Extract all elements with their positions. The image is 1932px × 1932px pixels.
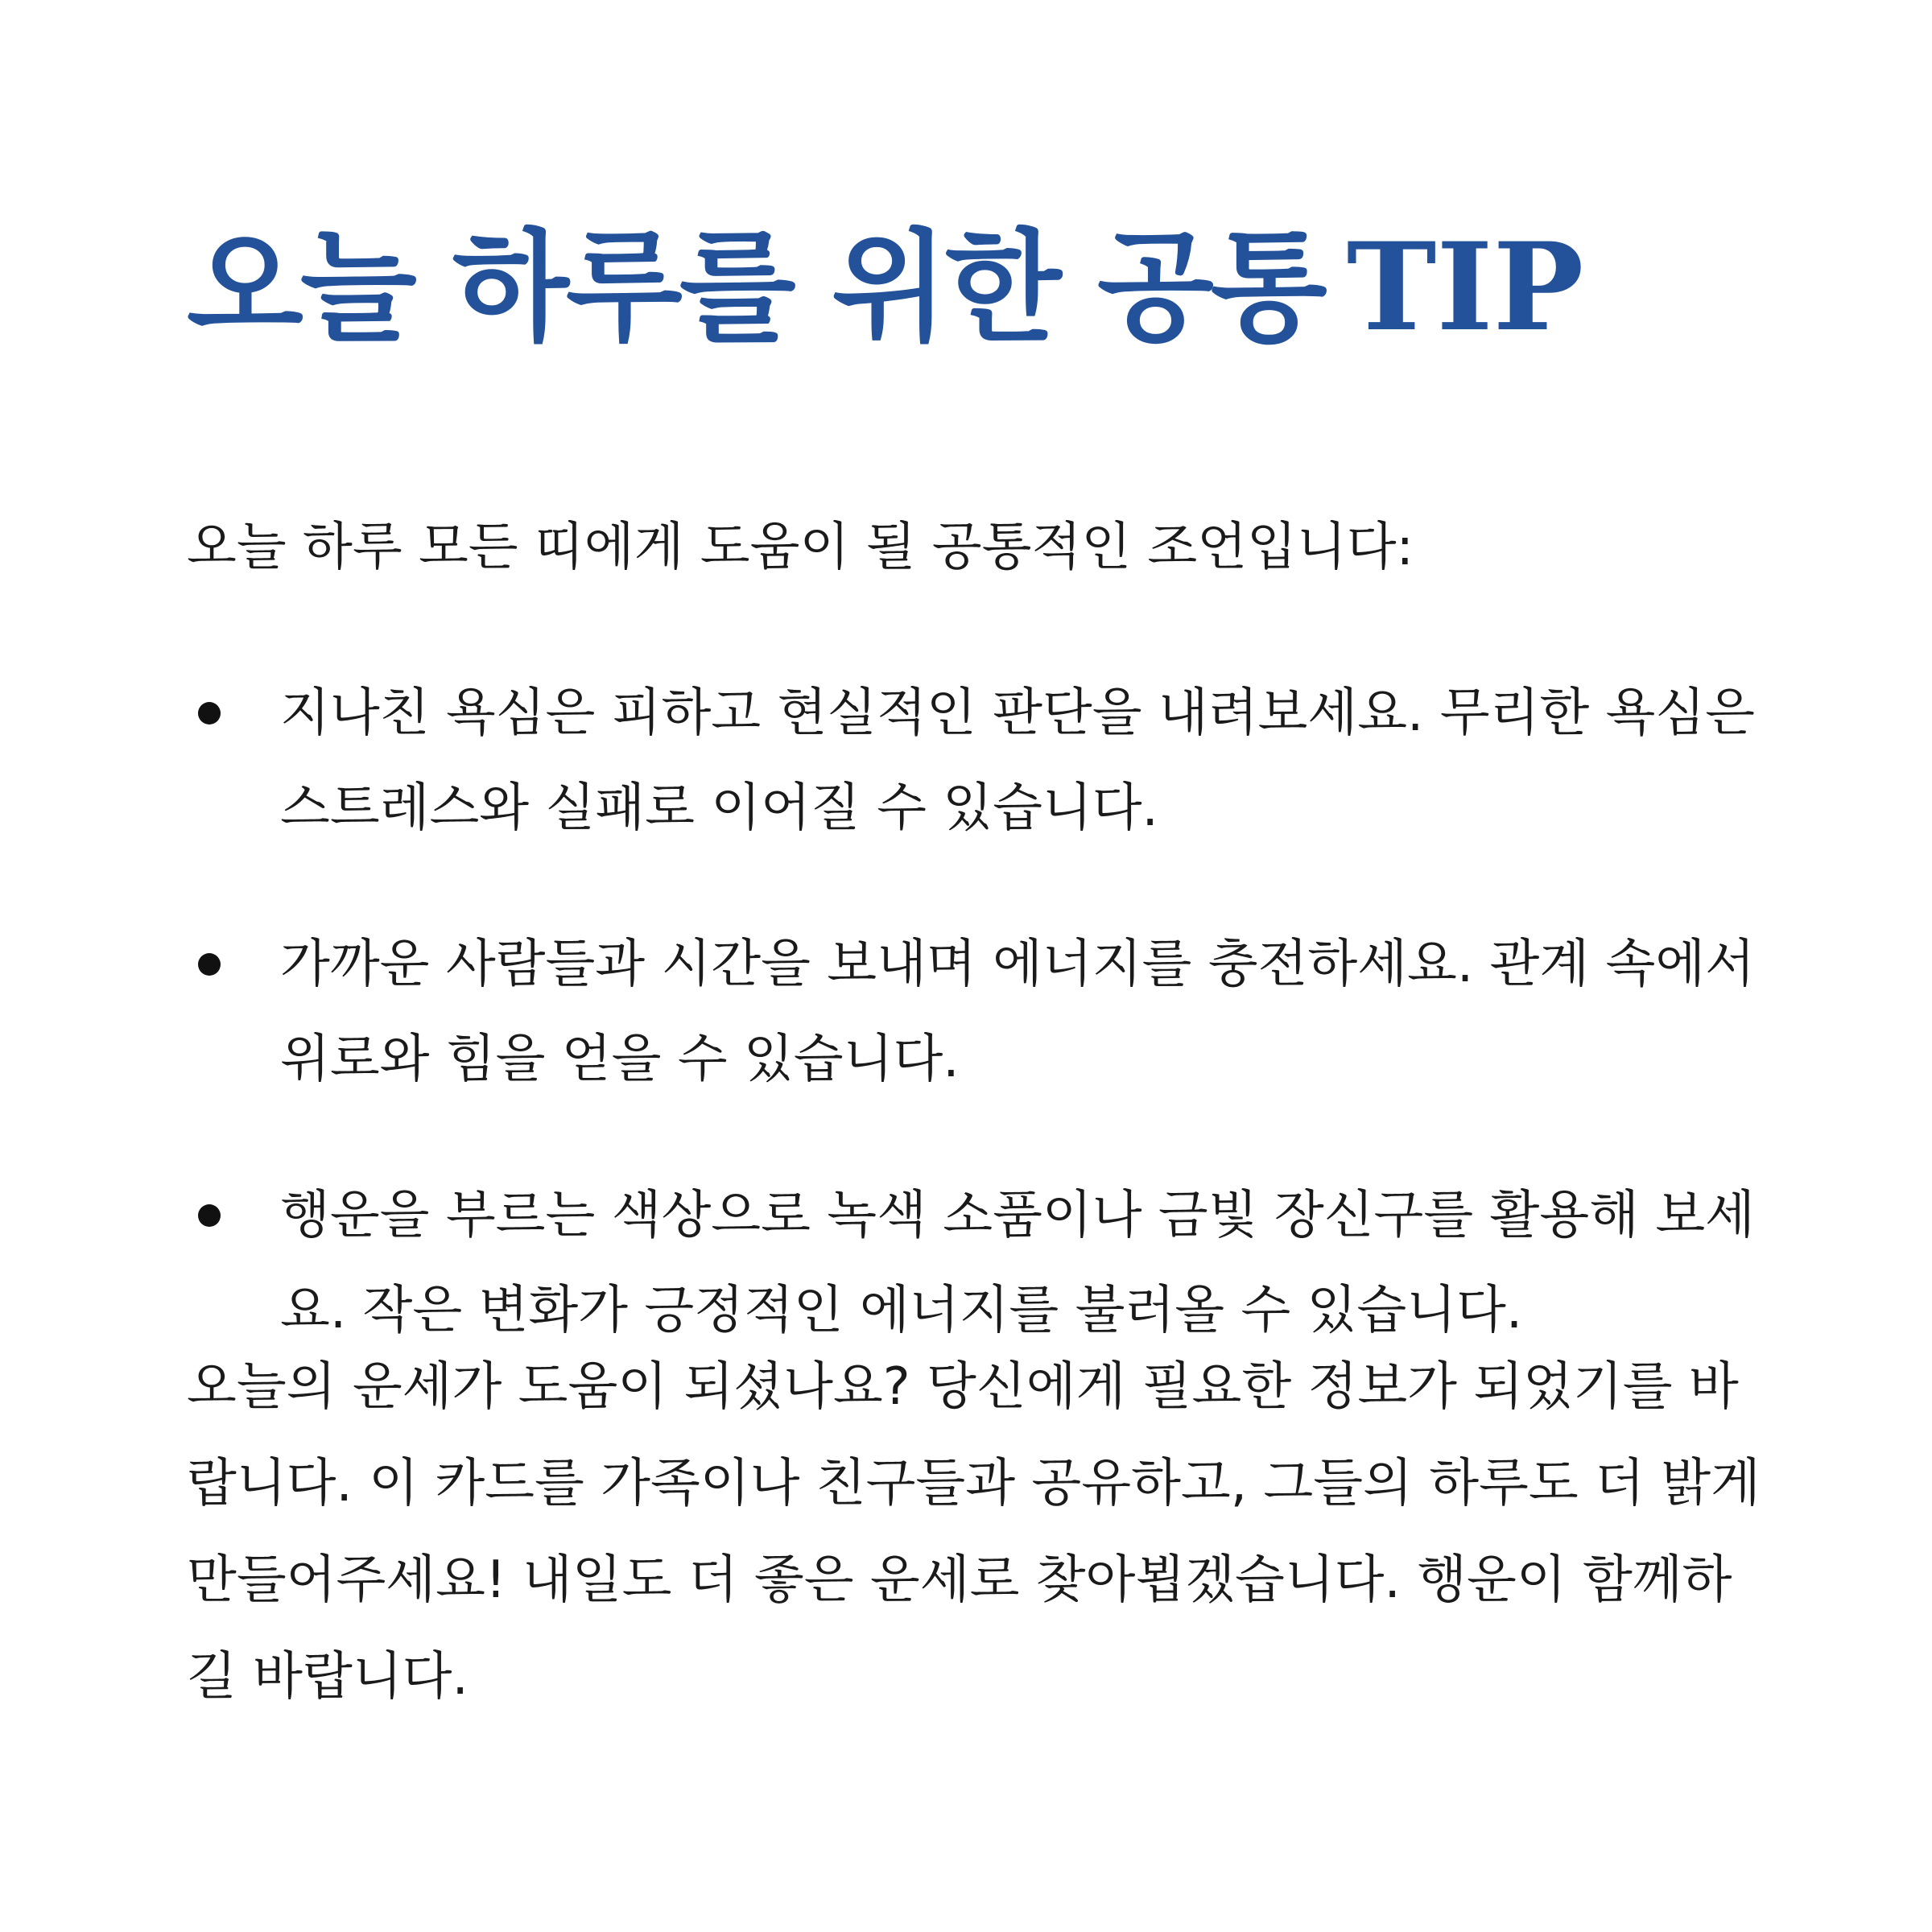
tip-item-2 xyxy=(187,917,1765,1107)
bullet-icon xyxy=(198,1204,221,1227)
tip-text: 가까운 사람들과 시간을 보내며 에너지를 충전하세요. 관계 속에서 위로와 힘을 얻을 수 있습니다. xyxy=(280,935,1755,1089)
bullet-icon xyxy=(198,702,221,724)
title-korean: 오늘 하루를 위한 공통 xyxy=(187,218,1324,358)
tip-list xyxy=(187,666,1765,1358)
tip-item-1 xyxy=(187,666,1765,856)
intro-text: 오늘 하루 모든 띠에게 도움이 될 공통적인 조언입니다: xyxy=(187,518,1414,577)
tip-item-3 xyxy=(187,1168,1765,1358)
tip-text: 행운을 부르는 색상으로 녹색 소품이나 금빛 장신구를 활용해 보세요. 작은 변화가 긍정적인 에너지를 불러올 수 있습니다. xyxy=(280,1186,1755,1340)
page-title xyxy=(187,211,1583,365)
bullet-icon xyxy=(198,953,221,976)
tip-text: 지나친 욕심은 피하고 현실적인 판단을 내려보세요. 무리한 욕심은 스트레스와 실패로 이어질 수 있습니다. xyxy=(280,683,1755,838)
closing-text: 오늘의 운세가 도움이 되셨나요? 당신에게 필요한 정보가 되었기를 바랍니다. 이 카드를 가족이나 친구들과 공유하고, 그들의 하루도 더 밝게 만들어주세요! 내일도 더 좋은 운세로 찾아뵙겠습니다. 행운이 함께하길 바랍니다. xyxy=(187,1357,1761,1707)
title-english: TIP xyxy=(1346,217,1584,358)
